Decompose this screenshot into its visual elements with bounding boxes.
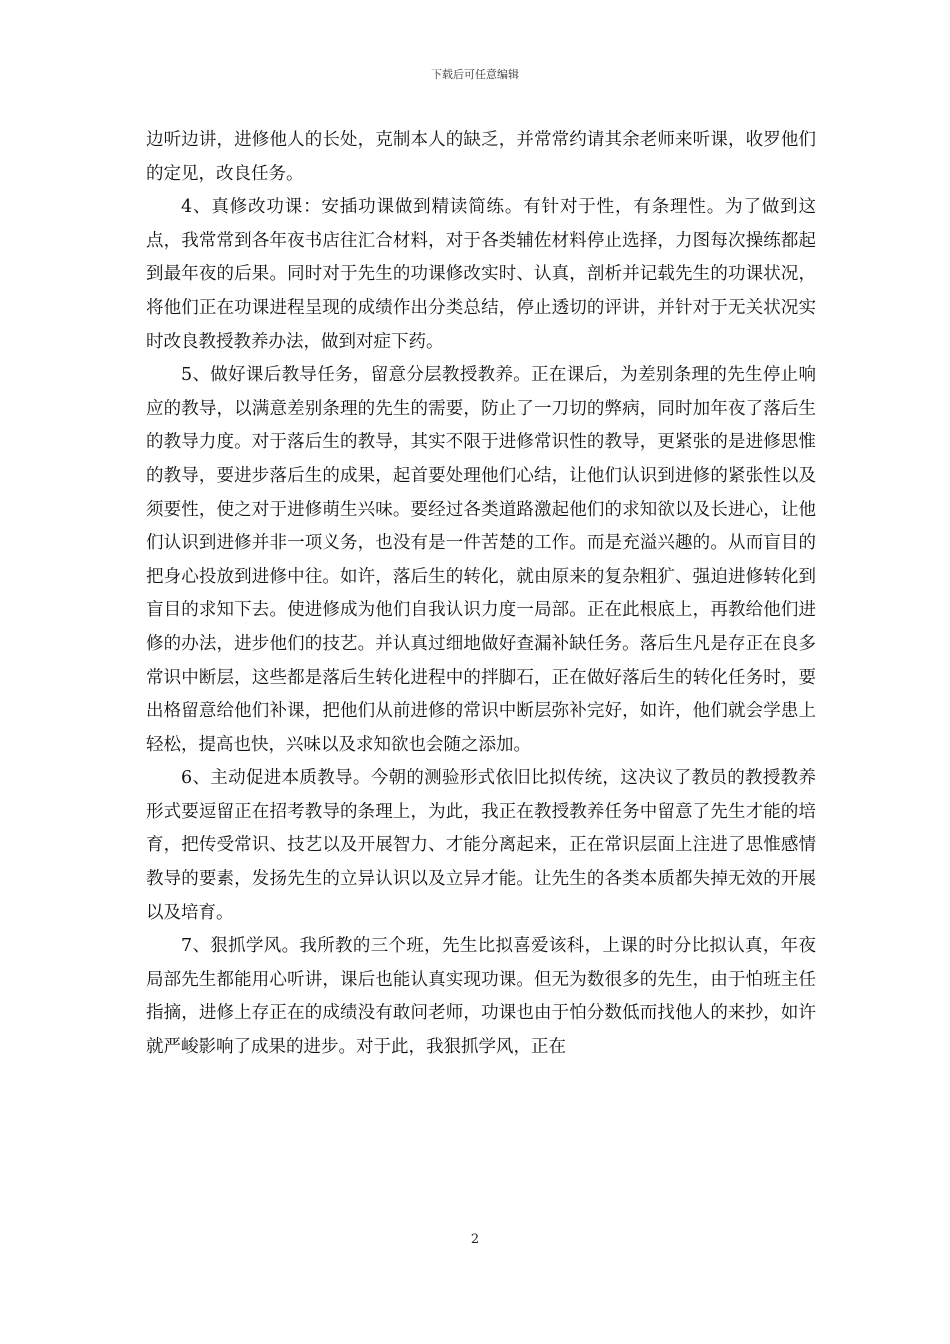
page-number: 2 — [470, 1232, 480, 1247]
paragraph-tutoring: 5、做好课后教导任务，留意分层教授教养。正在课后，为差别条理的先生停止响应的教导，以满意差别条理的先生的需要，防止了一刀切的弊病，同时加年夜了落后生的教导力度。对于落后生的教导，其实不限于进修常识性的教导，更紧张的是进修思惟的教导，要进步落后生的成果，起首要处理他们心结，让他们认识到进修的紧张性以及须要性，使之对于进修萌生兴味。要经过各类道路激起他们的求知欲以及长进心，让他们认识到进修并非一项义务，也没有是一件苦楚的工作。而是充溢兴趣的。从而盲目的把身心投放到进修中往。如许，落后生的转化，就由原来的复杂粗犷、强迫进修转化到盲目的求知下去。使进修成为他们自我认识力度一局部。正在此根底上，再教给他们进修的办法，进步他们的技艺。并认真过细地做好查漏补缺任务。落后生凡是存正在良多常识中断层，这些都是落后生转化进程中的拌脚石，正在做好落后生的转化任务时，要出格留意给他们补课，把他们从前进修的常识中断层弥补完好，如许，他们就会学患上轻松，提高也快，兴味以及求知欲也会随之添加。 — [146, 365, 816, 755]
paragraph-study-style: 7、狠抓学风。我所教的三个班，先生比拟喜爱该科，上课的时分比拟认真，年夜局部先生都能用心听讲，课后也能认真实现功课。但无为数很多的先生，由于怕班主任指摘，进修上存正在的成绩没有敢问老师，功课也由于怕分数低而找他人的来抄，如许就严峻影响了成果的进步。对于此，我狠抓学风，正在 — [146, 936, 816, 1058]
document-body — [146, 124, 816, 1065]
paragraph-quality-education: 6、主动促进本质教导。今朝的测验形式依旧比拟传统，这决议了教员的教授教养形式要逗留正在招考教导的条理上，为此，我正在教授教养任务中留意了先生才能的培育，把传受常识、技艺以及开展智力、才能分离起来，正在常识层面上注进了思惟感情教导的要素，发扬先生的立异认识以及立异才能。让先生的各类本质都失掉无效的开展以及培育。 — [146, 768, 816, 923]
page-header: 下载后可任意编辑 — [431, 68, 519, 81]
paragraph-continuation: 边听边讲，进修他人的长处，克制本人的缺乏，并常常约请其余老师来听课，收罗他们的定见，改良任务。 — [146, 130, 816, 184]
paragraph-homework: 4、真修改功课：安插功课做到精读简练。有针对于性，有条理性。为了做到这点，我常常到各年夜书店往汇合材料，对于各类辅佐材料停止选择，力图每次操练都起到最年夜的后果。同时对于先生的功课修改实时、认真，剖析并记载先生的功课状况，将他们正在功课进程呈现的成绩作出分类总结，停止透切的评讲，并针对于无关状况实时改良教授教养办法，做到对症下药。 — [146, 197, 816, 352]
